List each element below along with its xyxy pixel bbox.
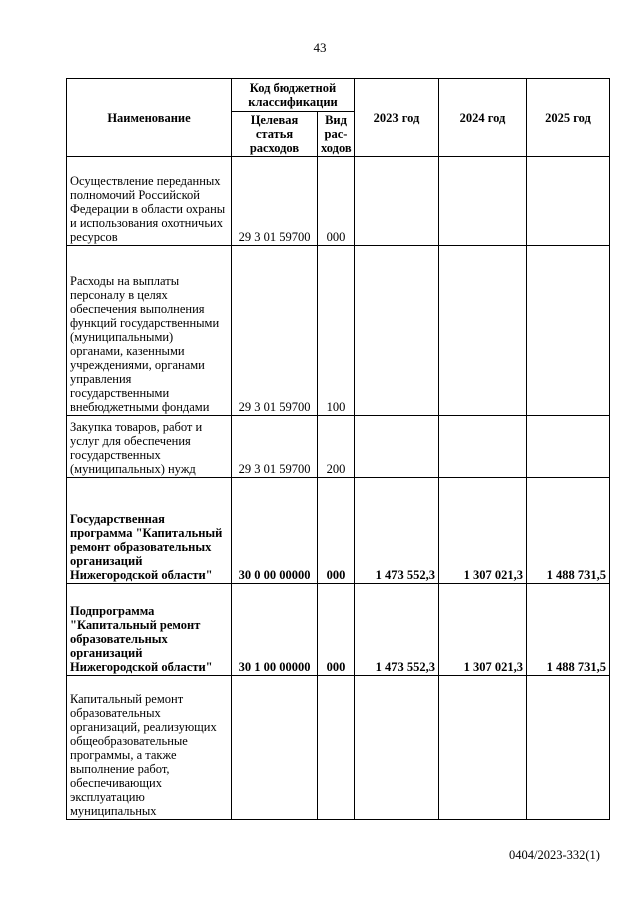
row-2025: 1 488 731,5 <box>527 478 610 584</box>
row-2025: 1 488 731,5 <box>527 584 610 676</box>
row-expense-type <box>318 676 355 820</box>
table-row <box>67 246 610 416</box>
header-name: Наименование <box>67 79 232 157</box>
row-2024: 1 307 021,3 <box>439 584 527 676</box>
row-2024 <box>439 416 527 478</box>
row-2025 <box>527 157 610 246</box>
row-2025 <box>527 416 610 478</box>
row-expense-type: 200 <box>318 416 355 478</box>
row-name: Закупка товаров, работ и услуг для обеспечения государственных (муниципальных) нужд <box>67 416 232 478</box>
row-target-code: 29 3 01 59700 <box>232 246 318 416</box>
row-name: Осуществление переданных полномочий Российской Федерации в области охраны и использования охотничьих ресурсов <box>67 157 232 246</box>
row-name: Государственная программа "Капитальный ремонт образовательных организаций Нижегородской области" <box>67 478 232 584</box>
page-number: 43 <box>313 40 327 55</box>
row-name: Расходы на выплаты персоналу в целях обеспечения выполнения функций государственными (муниципальными) органами, казенными учреждениями, органами управления государственными внебюджетными фондами <box>67 246 232 416</box>
row-target-code <box>232 676 318 820</box>
row-2024: 1 307 021,3 <box>439 478 527 584</box>
row-target-code: 30 0 00 00000 <box>232 478 318 584</box>
row-2023: 1 473 552,3 <box>355 584 439 676</box>
row-2023 <box>355 157 439 246</box>
header-2023: 2023 год <box>355 79 439 157</box>
table-row <box>67 416 610 478</box>
row-expense-type: 000 <box>318 584 355 676</box>
row-2023 <box>355 416 439 478</box>
table-row <box>67 676 610 820</box>
document-code: 0404/2023-332(1) <box>509 848 600 862</box>
row-name: Подпрограмма "Капитальный ремонт образовательных организаций Нижегородской области" <box>67 584 232 676</box>
row-2024 <box>439 246 527 416</box>
header-2024: 2024 год <box>439 79 527 157</box>
row-target-code: 29 3 01 59700 <box>232 157 318 246</box>
row-name: Капитальный ремонт образовательных организаций, реализующих общеобразовательные программы, а также выполнение работ, обеспечивающих эксплуатацию муниципальных <box>67 676 232 820</box>
table-row <box>67 157 610 246</box>
row-target-code: 29 3 01 59700 <box>232 416 318 478</box>
budget-table <box>66 78 610 820</box>
row-expense-type: 000 <box>318 157 355 246</box>
row-expense-type: 100 <box>318 246 355 416</box>
row-2025 <box>527 676 610 820</box>
row-target-code: 30 1 00 00000 <box>232 584 318 676</box>
row-2023 <box>355 676 439 820</box>
header-2025: 2025 год <box>527 79 610 157</box>
header-row-1 <box>67 79 610 112</box>
row-expense-type: 000 <box>318 478 355 584</box>
header-expense-type: Вид рас-ходов <box>318 112 355 157</box>
row-2024 <box>439 676 527 820</box>
header-code-group: Код бюджетной классификации <box>232 79 355 112</box>
row-2025 <box>527 246 610 416</box>
table-row <box>67 584 610 676</box>
row-2024 <box>439 157 527 246</box>
row-2023 <box>355 246 439 416</box>
row-2023: 1 473 552,3 <box>355 478 439 584</box>
table-row <box>67 478 610 584</box>
header-target-article: Целевая статья расходов <box>232 112 318 157</box>
